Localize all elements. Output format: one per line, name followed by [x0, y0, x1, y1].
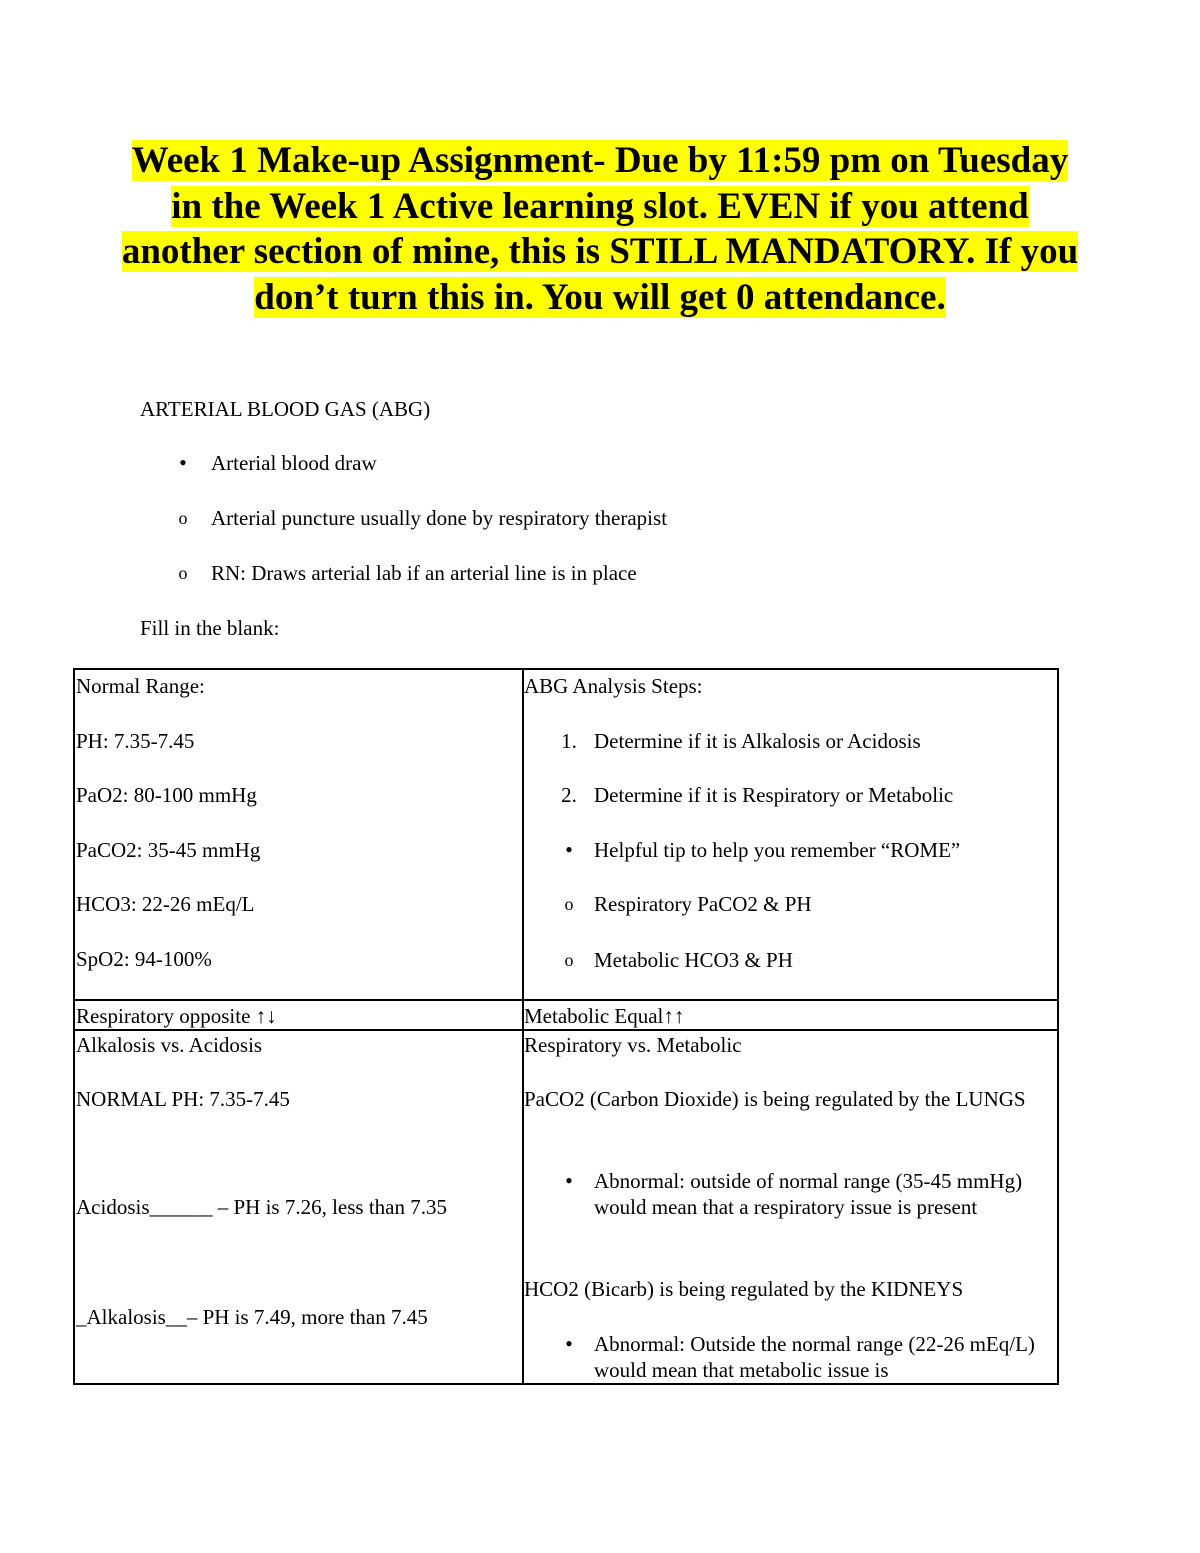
tip-text: Helpful tip to help you remember “ROME”	[594, 838, 961, 862]
normal-ph-line: NORMAL PH: 7.35-7.45	[76, 1087, 290, 1111]
sub-item-text: Metabolic HCO3 & PH	[594, 948, 793, 972]
acidosis-line: Acidosis______ – PH is 7.26, less than 7.35	[76, 1195, 448, 1219]
bullet-marker: •	[179, 450, 187, 475]
metabolic-equal-label: Metabolic Equal↑↑	[524, 1004, 685, 1028]
sub-bullet-marker: o	[178, 508, 188, 528]
step-text: Determine if it is Respiratory or Metabolic	[594, 783, 954, 807]
fill-in-label: Fill in the blank:	[140, 616, 280, 640]
step-number: 1.	[561, 729, 577, 753]
paco2-abnormal-text: Abnormal: outside of normal range (35-45 mmHg) would mean that a respiratory issue is present	[594, 1169, 1023, 1219]
bullet-marker: •	[565, 1168, 573, 1193]
table-row-divider	[75, 1029, 1057, 1031]
abg-steps-heading: ABG Analysis Steps:	[524, 674, 703, 698]
sub-bullet-marker: o	[564, 950, 574, 970]
assignment-title	[120, 138, 1080, 320]
abg-table	[73, 668, 1059, 1385]
normal-range-item: SpO2: 94-100%	[76, 947, 212, 971]
normal-range-item: PH: 7.35-7.45	[76, 729, 195, 753]
hco2-abnormal-text: Abnormal: Outside the normal range (22-26 mEq/L) would mean that metabolic issue is	[594, 1332, 1035, 1382]
respiratory-metabolic-heading: Respiratory vs. Metabolic	[524, 1033, 742, 1057]
sub-bullet-marker: o	[178, 563, 188, 583]
bullet-marker: •	[565, 1331, 573, 1356]
sub-bullet-text: Arterial puncture usually done by respiratory therapist	[211, 506, 668, 530]
step-text: Determine if it is Alkalosis or Acidosis	[594, 729, 921, 753]
normal-range-heading: Normal Range:	[76, 674, 205, 698]
bullet-text: Arterial blood draw	[211, 451, 377, 475]
step-number: 2.	[561, 783, 577, 807]
bullet-marker: •	[565, 837, 573, 862]
table-row-divider	[75, 999, 1057, 1001]
hco2-regulation-text: HCO2 (Bicarb) is being regulated by the KIDNEYS	[524, 1277, 964, 1301]
normal-range-item: HCO3: 22-26 mEq/L	[76, 892, 255, 916]
respiratory-opposite-label: Respiratory opposite ↑↓	[76, 1004, 277, 1028]
normal-range-item: PaO2: 80-100 mmHg	[76, 783, 257, 807]
sub-bullet-marker: o	[564, 894, 574, 914]
alkalosis-line: _Alkalosis__– PH is 7.49, more than 7.45	[76, 1305, 428, 1329]
normal-range-item: PaCO2: 35-45 mmHg	[76, 838, 261, 862]
paco2-regulation-text: PaCO2 (Carbon Dioxide) is being regulated by the LUNGS	[524, 1087, 1026, 1111]
section-heading: ARTERIAL BLOOD GAS (ABG)	[140, 397, 431, 421]
title-highlight: Week 1 Make-up Assignment- Due by 11:59 pm on Tuesday in the Week 1 Active learning slot. EVEN if you attend another section of mine, this is STILL MANDATORY. If you don’t turn this in. You will get 0 attendance.	[121, 140, 1079, 318]
sub-item-text: Respiratory PaCO2 & PH	[594, 892, 812, 916]
sub-bullet-text: RN: Draws arterial lab if an arterial line is in place	[211, 561, 637, 585]
alkalosis-acidosis-heading: Alkalosis vs. Acidosis	[76, 1033, 263, 1057]
